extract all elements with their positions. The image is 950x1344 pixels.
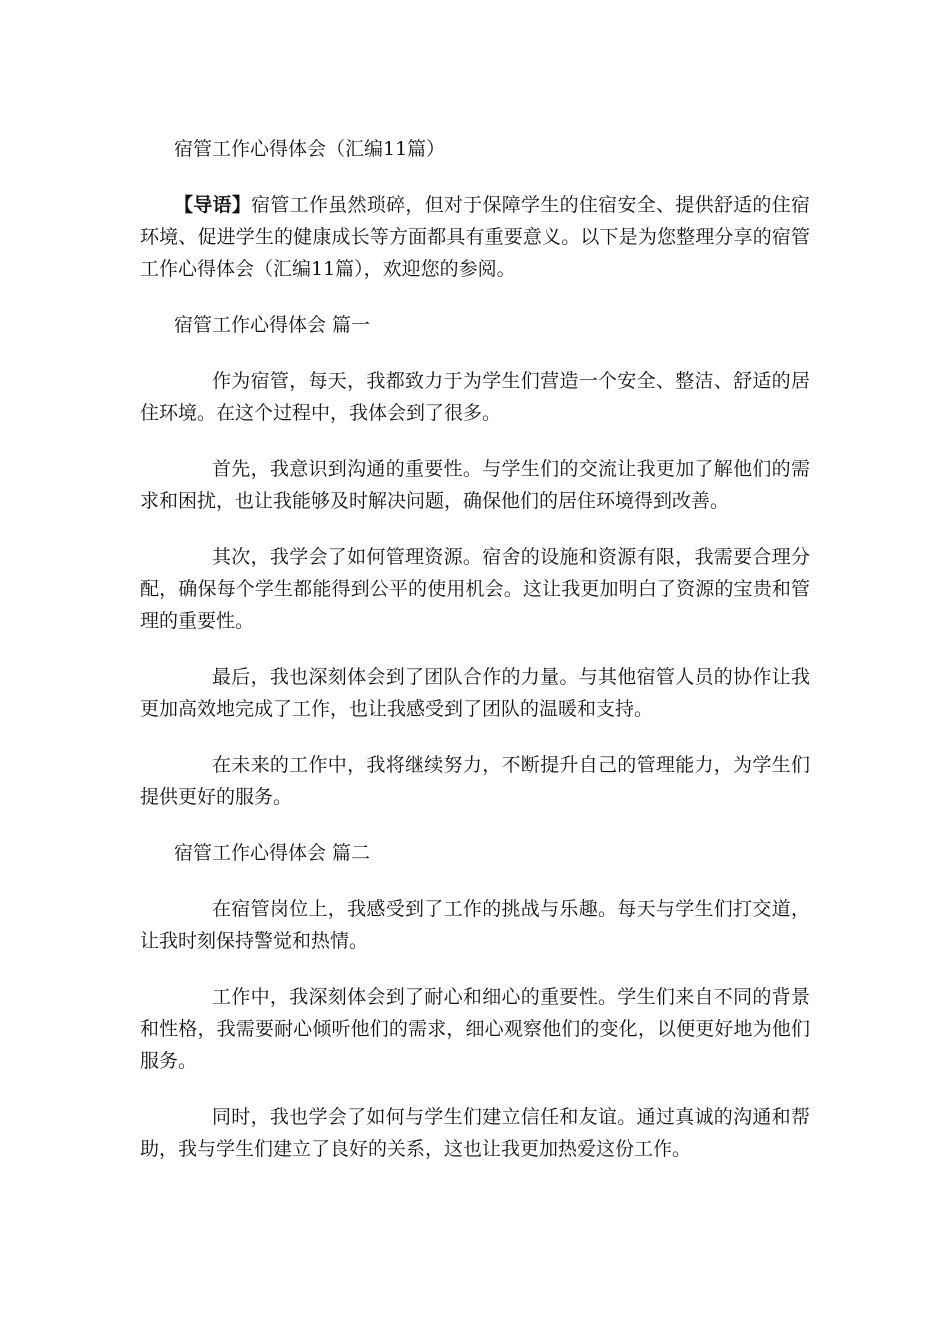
document-body xyxy=(140,133,810,1189)
lead-paragraph xyxy=(140,189,810,285)
lead-text: 宿管工作虽然琐碎，但对于保障学生的住宿安全、提供舒适的住宿环境、促进学生的健康成长等方面都具有重要意义。以下是为您整理分享的宿管工作心得体会（汇编11篇），欢迎您的参阅。 xyxy=(140,194,810,280)
lead-tag: 【导语】 xyxy=(174,194,252,216)
paragraph: 作为宿管，每天，我都致力于为学生们营造一个安全、整洁、舒适的居住环境。在这个过程中，我体会到了很多。 xyxy=(140,370,810,424)
paragraph: 在宿管岗位上，我感受到了工作的挑战与乐趣。每天与学生们打交道，让我时刻保持警觉和热情。 xyxy=(140,898,810,952)
paragraph: 工作中，我深刻体会到了耐心和细心的重要性。学生们来自不同的背景和性格，我需要耐心倾听他们的需求，细心观察他们的变化，以便更好地为他们服务。 xyxy=(140,986,810,1072)
document-title: 宿管工作心得体会（汇编11篇） xyxy=(174,138,446,160)
paragraph: 同时，我也学会了如何与学生们建立信任和友谊。通过真诚的沟通和帮助，我与学生们建立了良好的关系，这也让我更加热爱这份工作。 xyxy=(140,1106,810,1160)
paragraph: 首先，我意识到沟通的重要性。与学生们的交流让我更加了解他们的需求和困扰，也让我能够及时解决问题，确保他们的居住环境得到改善。 xyxy=(140,458,810,512)
paragraph: 在未来的工作中，我将继续努力，不断提升自己的管理能力，为学生们提供更好的服务。 xyxy=(140,754,810,808)
section-heading-1: 宿管工作心得体会 篇一 xyxy=(174,314,371,336)
section-heading-2: 宿管工作心得体会 篇二 xyxy=(174,842,371,864)
paragraph: 其次，我学会了如何管理资源。宿舍的设施和资源有限，我需要合理分配，确保每个学生都能得到公平的使用机会。这让我更加明白了资源的宝贵和管理的重要性。 xyxy=(140,546,810,632)
paragraph: 最后，我也深刻体会到了团队合作的力量。与其他宿管人员的协作让我更加高效地完成了工作，也让我感受到了团队的温暖和支持。 xyxy=(140,666,810,720)
